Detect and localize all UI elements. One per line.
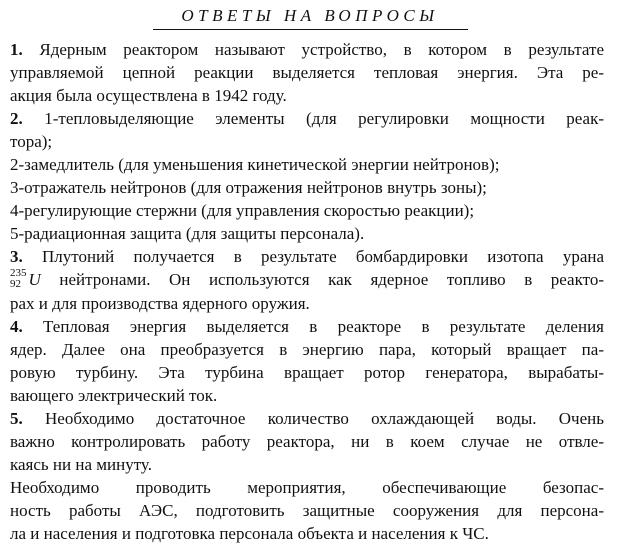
answer-3-number: 3. xyxy=(10,247,23,266)
answer-5-line-2: важно контролировать работу реактора, ни в коем случае не отвле- xyxy=(10,432,604,452)
answer-4-number: 4. xyxy=(10,317,23,337)
answer-2-line-4: 3-отражатель нейтронов (для отражения нейтронов внутрь зоны); xyxy=(10,178,487,197)
answer-4-text-1: Тепловая энергия выделяется в реакторе в результате деления xyxy=(43,317,604,337)
answer-1-number: 1. xyxy=(10,40,23,59)
answers-body xyxy=(10,38,610,545)
page-title: ОТВЕТЫ НА ВОПРОСЫ xyxy=(153,4,468,30)
isotope-symbol: U xyxy=(28,270,41,289)
answer-5-line-4: Необходимо проводить мероприятия, обеспечивающие безопас- xyxy=(10,478,604,498)
answer-2-number: 2. xyxy=(10,109,23,128)
isotope-atomic-number: 92 xyxy=(10,278,21,291)
answer-2-line-5: 4-регулирующие стержни (для управления скоростью реакции); xyxy=(10,201,475,220)
uranium-isotope-notation xyxy=(10,268,27,290)
answer-1-text-1: Ядерным реактором называют устройство, в котором в результате xyxy=(39,40,604,59)
answer-5-line-1 xyxy=(10,407,604,430)
answer-5-line-5: ность работы АЭС, подготовить защитные сооружения для персона- xyxy=(10,501,604,521)
answer-2-line-3: 2-замедлитель (для уменьшения кинетической энергии нейтронов); xyxy=(10,155,500,174)
answer-2-line-2: тора); xyxy=(10,132,53,151)
answer-5-line-3: каясь ни на минуту. xyxy=(10,455,152,475)
answer-3-line-2 xyxy=(10,268,604,292)
isotope-mass-number: 235 xyxy=(10,267,27,280)
answer-2-text-1: 1-тепловыделяющие элементы (для регулировки мощности реак- xyxy=(44,109,604,128)
answer-2-line-6: 5-радиационная защита (для защиты персонала). xyxy=(10,224,365,243)
answer-5-text-1: Необходимо достаточное количество охлаждающей воды. Очень xyxy=(45,409,605,429)
answer-3-text-1: Плутоний получается в результате бомбардировки изотопа урана xyxy=(41,247,605,266)
answer-4-line-4: вающего электрический ток. xyxy=(10,386,218,406)
answer-1-line-1 xyxy=(10,38,604,61)
answer-1-line-3: акция была осуществлена в 1942 году. xyxy=(10,86,287,105)
answer-4-line-1 xyxy=(10,315,604,338)
answer-3-line-3: рах и для производства ядерного оружия. xyxy=(10,294,310,314)
answer-2-line-1 xyxy=(10,107,604,130)
answer-4-line-3: ровую турбину. Эта турбина вращает ротор генератора, вырабаты- xyxy=(10,363,604,383)
answer-5-line-6: ла и населения и подготовка персонала объекта и населения к ЧС. xyxy=(10,524,489,544)
answer-3-line-1 xyxy=(10,245,604,268)
answer-1-line-2: управляемой цепной реакции выделяется тепловая энергия. Эта ре- xyxy=(10,63,604,82)
answer-3-text-2: нейтронами. Он используются как ядерное топливо в реакто- xyxy=(59,270,604,289)
answers-page xyxy=(10,4,610,545)
answer-4-line-2: ядер. Далее она преобразуется в энергию пара, который вращает па- xyxy=(10,340,604,360)
answer-5-number: 5. xyxy=(10,409,23,429)
